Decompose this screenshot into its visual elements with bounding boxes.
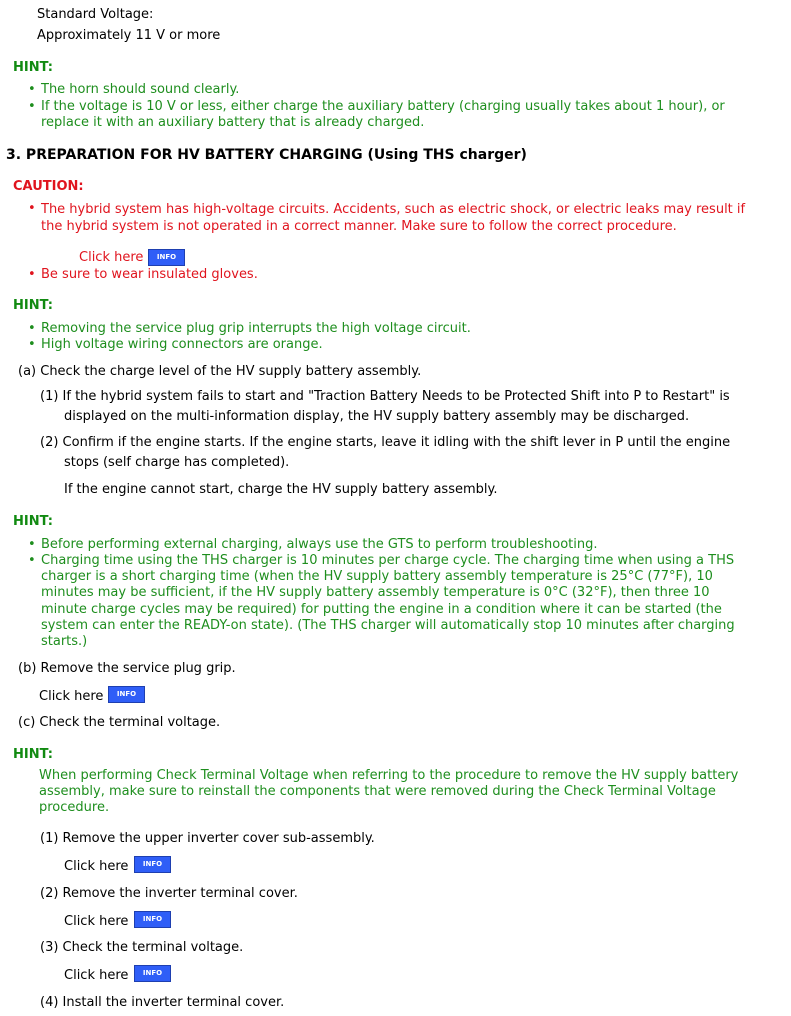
hint-item-text	[41, 99, 725, 131]
caution-label: CAUTION:	[13, 179, 84, 194]
info-button[interactable]: INFO	[148, 249, 185, 266]
step-c: (c) Check the terminal voltage.	[18, 715, 221, 730]
hint-item-line: system can enter the READY-on state). (The THS charger will automatically stop 10 minutes after charging	[41, 617, 735, 633]
hint-line: assembly, make sure to reinstall the components that were removed during the Check Terminal Voltage	[39, 784, 716, 799]
click-here-link[interactable]: Click here	[64, 914, 129, 929]
hint-item-line: If the voltage is 10 V or less, either charge the auxiliary battery (charging usually takes about 1 hour), or	[41, 99, 725, 114]
caution-item-text	[41, 201, 745, 235]
hint-label: HINT:	[13, 60, 53, 75]
hint-item-line: minutes may be sufficient, if the HV supply battery assembly temperature is 0°C (32°F), then three 10	[41, 585, 710, 601]
info-button[interactable]: INFO	[134, 965, 171, 982]
hint-label: HINT:	[13, 747, 53, 762]
click-here-link[interactable]: Click here	[64, 968, 129, 983]
step-a: (a) Check the charge level of the HV supply battery assembly.	[18, 364, 422, 379]
hint-item-text: Removing the service plug grip interrupts the high voltage circuit.	[41, 321, 471, 336]
caution-item-text: Be sure to wear insulated gloves.	[41, 267, 258, 282]
bullet-dot: •	[28, 321, 36, 336]
click-here-link[interactable]: Click here	[64, 859, 129, 874]
bullet-dot: •	[28, 267, 36, 282]
bullet-dot: •	[28, 201, 36, 216]
info-button[interactable]: INFO	[134, 911, 171, 928]
substep-text: (4) Install the inverter terminal cover.	[40, 995, 285, 1010]
caution-item-line: The hybrid system has high-voltage circuits. Accidents, such as electric shock, or electric leaks may result if	[41, 202, 746, 217]
hint-item-line: charger is a short charging time (when the HV supply battery assembly temperature is 25°C (77°F), 10	[41, 569, 713, 585]
substep-text: (1) Remove the upper inverter cover sub-assembly.	[40, 831, 375, 846]
substep-text: (3) Check the terminal voltage.	[40, 940, 244, 955]
hint-item-text: Before performing external charging, always use the GTS to perform troubleshooting.	[41, 537, 598, 552]
section-heading: 3. PREPARATION FOR HV BATTERY CHARGING (Using THS charger)	[6, 147, 527, 163]
hint-paragraph	[39, 768, 738, 816]
spec-value: Approximately 11 V or more	[37, 28, 221, 43]
hint-item-line: Charging time using the THS charger is 10 minutes per charge cycle. The charging time when using a THS	[41, 553, 735, 568]
hint-item-text: High voltage wiring connectors are orange.	[41, 337, 323, 352]
hint-line: procedure.	[39, 800, 110, 815]
substep-text: (2) Remove the inverter terminal cover.	[40, 886, 298, 901]
spec-label: Standard Voltage:	[37, 7, 154, 22]
step-a-sub1	[40, 387, 730, 427]
bullet-dot: •	[28, 553, 36, 568]
hint-label: HINT:	[13, 298, 53, 313]
step-line: (2) Confirm if the engine starts. If the engine starts, leave it idling with the shift lever in P until the engine	[40, 435, 731, 450]
bullet-dot: •	[28, 537, 36, 552]
step-line: displayed on the multi-information display, the HV supply battery assembly may be discharged.	[64, 409, 690, 424]
step-a-note: If the engine cannot start, charge the HV supply battery assembly.	[64, 482, 498, 497]
click-here-link[interactable]: Click here	[39, 689, 104, 704]
info-button[interactable]: INFO	[134, 856, 171, 873]
step-b: (b) Remove the service plug grip.	[18, 661, 236, 676]
hint-item-text	[41, 553, 735, 650]
hint-label: HINT:	[13, 514, 53, 529]
hint-item-line: replace it with an auxiliary battery that is already charged.	[41, 115, 425, 130]
step-a-sub2	[40, 433, 730, 473]
hint-item-line: minute charge cycles may be required) for putting the engine in a condition where it can be started (the	[41, 601, 722, 617]
step-line: (1) If the hybrid system fails to start and "Traction Battery Needs to be Protected Shift into P to Restart" is	[40, 389, 730, 404]
hint-item-text: The horn should sound clearly.	[41, 82, 240, 97]
bullet-dot: •	[28, 337, 36, 352]
caution-item-line: the hybrid system is not operated in a correct manner. Make sure to follow the correct procedure.	[41, 219, 677, 234]
click-here-link[interactable]: Click here	[79, 250, 144, 265]
hint-line: When performing Check Terminal Voltage when referring to the procedure to remove the HV supply battery	[39, 768, 739, 783]
bullet-dot: •	[28, 99, 36, 114]
hint-item-line: starts.)	[41, 634, 88, 650]
step-line: stops (self charge has completed).	[64, 455, 290, 470]
bullet-dot: •	[28, 82, 36, 97]
info-button[interactable]: INFO	[108, 686, 145, 703]
